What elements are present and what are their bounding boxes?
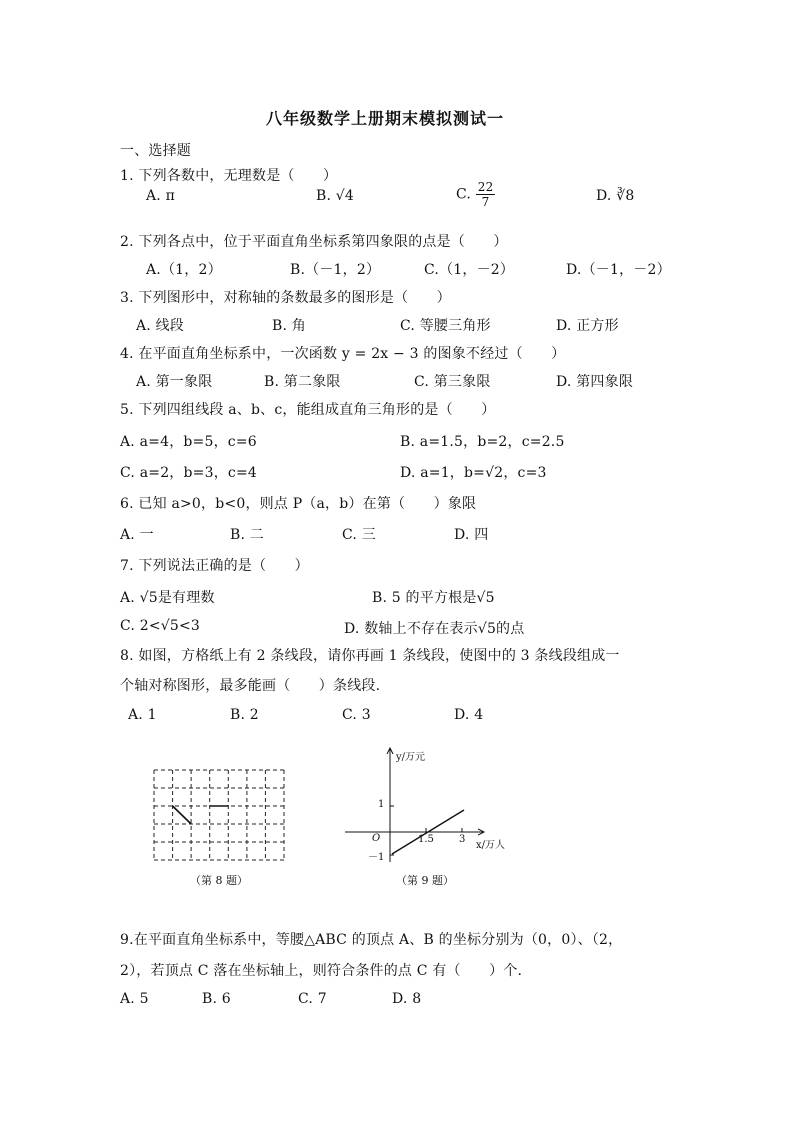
q5-stem: 5. 下列四组线段 a、b、c，能组成直角三角形的是（ ） (120, 402, 496, 418)
q7-option-b: B. 5 的平方根是√5 (372, 590, 495, 606)
q6-option-b: B. 二 (230, 527, 264, 543)
q1-option-b: B. √4 (316, 188, 355, 204)
q3-stem: 3. 下列图形中，对称轴的条数最多的图形是（ ） (120, 290, 451, 306)
q9-option-d: D. 8 (392, 991, 422, 1007)
q1-option-c-label: C. (456, 186, 472, 203)
q8-option-c: C. 3 (342, 707, 371, 723)
figure-9-tick-yneg1: －1 (368, 852, 385, 863)
q6-option-c: C. 三 (342, 527, 376, 543)
q4-option-a: A. 第一象限 (136, 374, 213, 390)
q7-option-d: D. 数轴上不存在表示√5的点 (344, 621, 525, 637)
figure-9-y-label: y/万元 (396, 752, 426, 763)
q7-option-c: C. 2<√5<3 (120, 618, 201, 634)
q9-option-b: B. 6 (202, 991, 231, 1007)
figure-8-segment-diagonal (173, 806, 192, 824)
figure-9-origin: O (372, 833, 381, 844)
q6-stem: 6. 已知 a>0，b<0，则点 P（a，b）在第（ ）象限 (120, 496, 477, 512)
q3-option-b: B. 角 (272, 318, 306, 334)
q2-option-d: D.（－1，－2） (566, 262, 671, 278)
q5-option-b: B. a=1.5，b=2，c=2.5 (400, 434, 565, 450)
q1-fraction-denominator: 7 (481, 195, 490, 209)
q9-option-a: A. 5 (120, 991, 149, 1007)
q1-stem: 1. 下列各数中，无理数是（ ） (120, 168, 338, 184)
q2-option-a: A.（1，2） (146, 262, 222, 278)
q8-option-a: A. 1 (128, 707, 157, 723)
q4-option-c: C. 第三象限 (414, 374, 491, 390)
q2-option-c: C.（1，－2） (424, 262, 515, 278)
figure-9-x-label: x/万人 (476, 840, 506, 851)
q9-stem-line2: 2），若顶点 C 落在坐标轴上，则符合条件的点 C 有（ ）个. (120, 963, 523, 979)
q2-option-b: B.（－1，2） (290, 262, 381, 278)
section-heading: 一、选择题 (120, 143, 191, 159)
figure-8-grid (150, 768, 290, 866)
q7-option-a: A. √5是有理数 (120, 590, 215, 606)
q8-option-d: D. 4 (454, 707, 484, 723)
q1-option-c (456, 180, 495, 209)
q8-stem-line2: 个轴对称图形，最多能画（ ）条线段. (120, 678, 381, 694)
q1-option-a: A. π (146, 188, 176, 204)
q9-stem-line1: 9.在平面直角坐标系中，等腰△ABC 的顶点 A、B 的坐标分别为（0，0）、（2， (120, 932, 623, 948)
q7-stem: 7. 下列说法正确的是（ ） (120, 558, 309, 574)
q1-option-d: D. ∛8 (596, 188, 635, 204)
figure-8-caption: （第 8 题） (190, 874, 248, 887)
q5-option-a: A. a=4，b=5，c=6 (120, 434, 257, 450)
q3-option-c: C. 等腰三角形 (400, 318, 491, 334)
q4-stem: 4. 在平面直角坐标系中，一次函数 y = 2x − 3 的图象不经过（ ） (120, 346, 566, 362)
q5-option-d: D. a=1，b=√2，c=3 (400, 465, 547, 481)
q3-option-a: A. 线段 (136, 318, 185, 334)
figure-9-tick-x15: 1.5 (418, 834, 434, 845)
figure-9-caption: （第 9 题） (396, 874, 454, 887)
figure-9-tick-y1: 1 (378, 799, 385, 810)
q4-option-b: B. 第二象限 (264, 374, 341, 390)
figure-9-tick-x3: 3 (459, 834, 466, 845)
q6-option-a: A. 一 (120, 527, 154, 543)
q8-stem-line1: 8. 如图，方格纸上有 2 条线段，请你再画 1 条线段，使图中的 3 条线段组成一 (120, 648, 620, 664)
q8-option-b: B. 2 (230, 707, 259, 723)
q3-option-d: D. 正方形 (556, 318, 619, 334)
q1-fraction-numerator: 22 (477, 180, 494, 194)
page-title: 八年级数学上册期末模拟测试一 (266, 109, 505, 128)
q4-option-d: D. 第四象限 (556, 374, 634, 390)
q5-option-c: C. a=2，b=3，c=4 (120, 465, 257, 481)
q1-fraction (476, 180, 496, 209)
q6-option-d: D. 四 (454, 527, 489, 543)
q9-option-c: C. 7 (298, 991, 327, 1007)
q2-stem: 2. 下列各点中，位于平面直角坐标系第四象限的点是（ ） (120, 234, 508, 250)
